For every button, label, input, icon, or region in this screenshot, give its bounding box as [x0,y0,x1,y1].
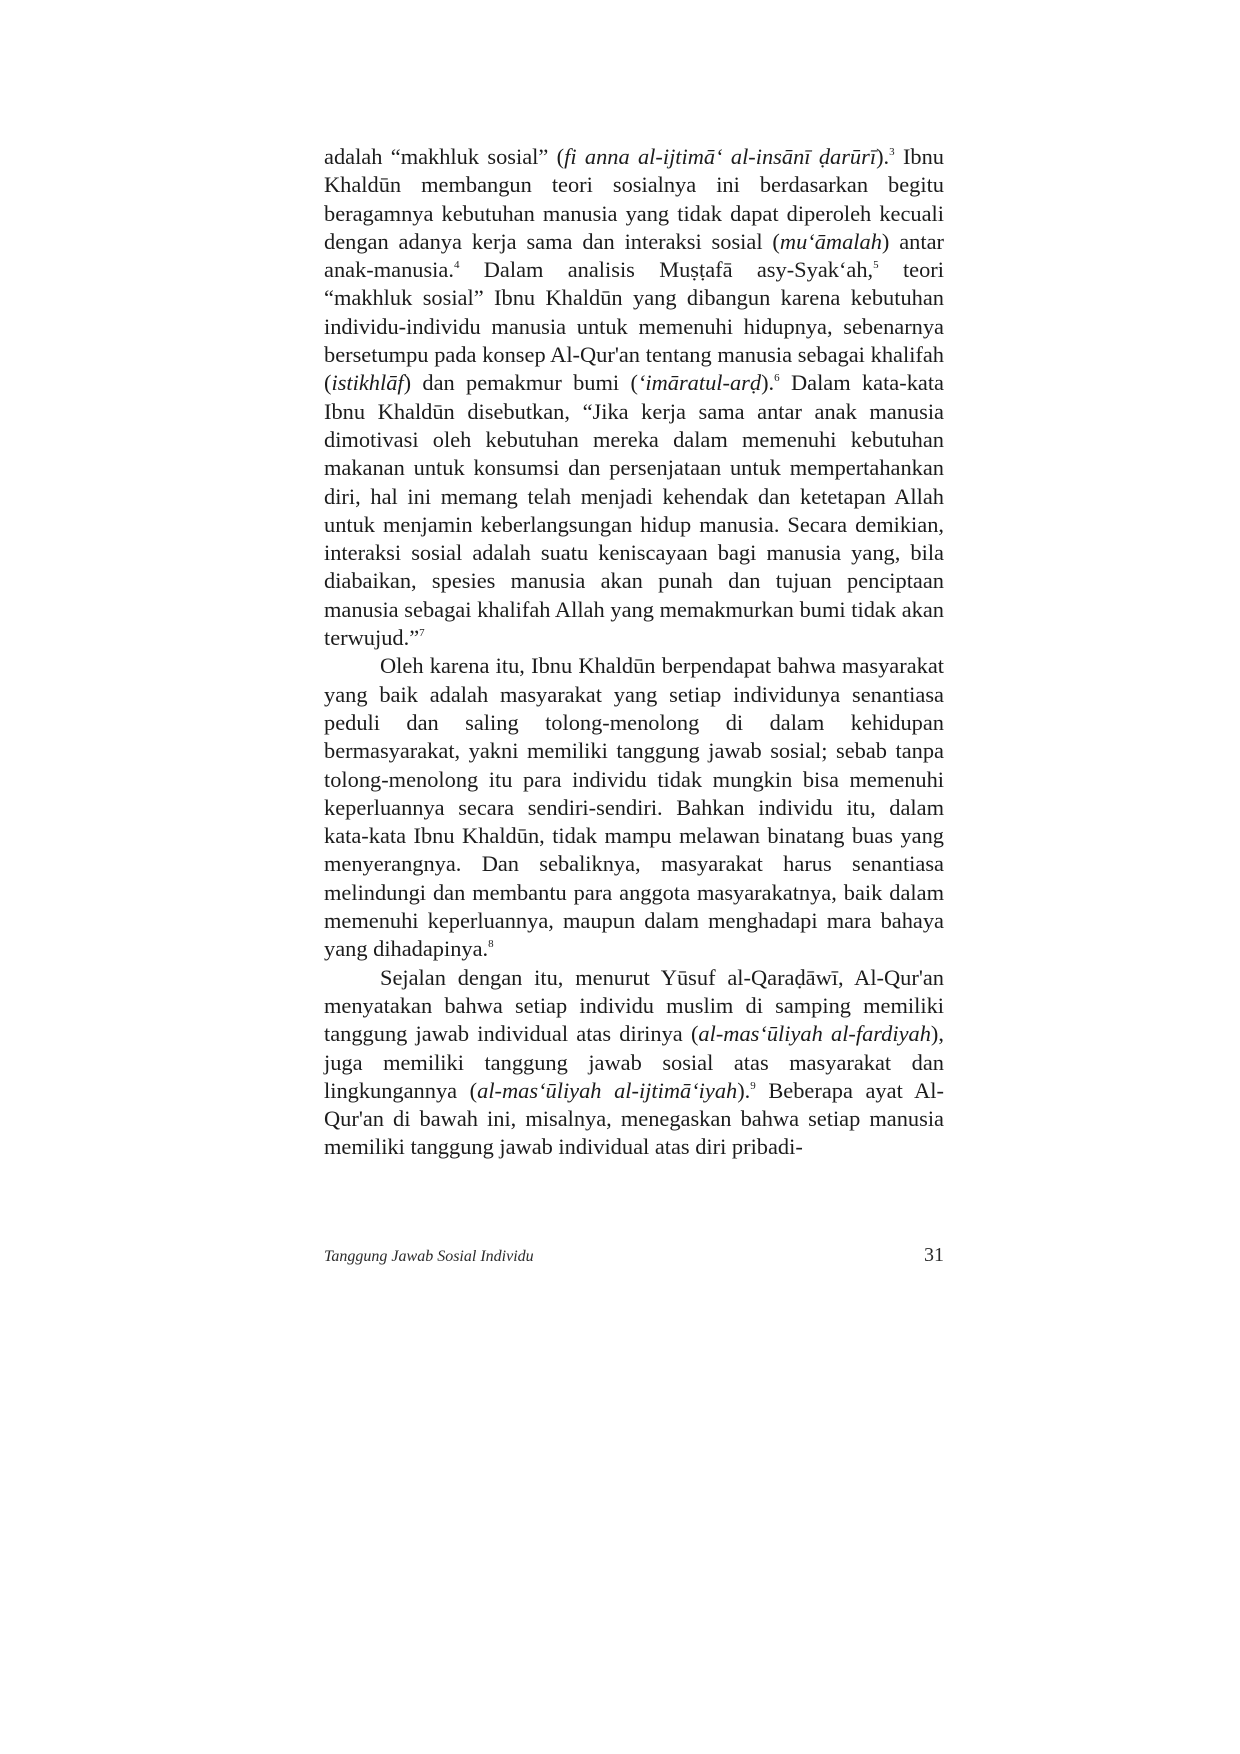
footnote-ref: 8 [488,938,494,951]
italic-term: mu‘āmalah [779,228,882,254]
text-segment: ). [761,370,775,396]
text-segment: Dalam analisis Muṣṭafā asy-Syak‘ah, [459,257,874,283]
text-segment: Sejalan dengan itu, menurut Yūsuf al-Qaraḍāwī, Al-Qur'an menyatakan bahwa setiap individu muslim di samping memiliki tanggung jawab individual atas dirinya ( [324,964,944,1047]
text-segment: ). [737,1077,751,1103]
paragraph [324,964,944,1162]
page-number: 31 [924,1244,944,1266]
footnote-ref: 4 [453,259,460,272]
footnote-ref: 3 [889,146,895,158]
italic-term: al-mas‘ūliyah al-fardiyah [698,1021,931,1047]
text-segment: adalah “makhluk sosial” ( [324,144,565,169]
text-segment: ) dan pemakmur bumi ( [403,370,638,396]
text-segment: ), juga memiliki tanggung jawab sosial atas masyarakat dan lingkungannya ( [324,1021,944,1103]
footnote-ref: 7 [419,627,425,640]
italic-term: ‘imāratul-arḍ [637,370,762,396]
text-segment: Oleh karena itu, Ibnu Khaldūn berpendapat bahwa masyarakat yang baik adalah masyarakat yang setiap individunya senantiasa peduli dan saling tolong-menolong di dalam kehidupan bermasyarakat, yakni memiliki tanggung jawab sosial; sebab tanpa tolong-menolong itu para individu tidak mungkin bisa memenuhi keperluannya secara sendiri-sendiri. Bahkan individu itu, dalam kata-kata Ibnu Khaldūn, tidak mampu melawan binatang buas yang menyerangnya. Dan sebaliknya, masyarakat harus senantiasa melindungi dan membantu para anggota masyarakatnya, baik dalam memenuhi keperluannya, maupun dalam menghadapi mara bahaya yang dihadapinya. [324,653,944,962]
italic-term: istikhlāf [331,370,404,396]
footnote-ref: 9 [750,1079,756,1092]
text-segment: Beberapa ayat Al-Qur'an di bawah ini, misalnya, menegaskan bahwa setiap manusia memiliki tanggung jawab individual atas diri pribadi- [324,1077,944,1160]
text-segment: ). [876,144,890,169]
running-title: Tanggung Jawab Sosial Individu [324,1248,534,1265]
italic-term: al-mas‘ūliyah al-ijtimā‘iyah [477,1077,738,1103]
footnote-ref: 5 [873,259,879,272]
paragraph [324,652,944,963]
body-text [324,143,944,1162]
text-segment: Dalam kata-kata Ibnu Khaldūn disebutkan, “Jika kerja sama antar anak manusia dimotivasi oleh kebutuhan mereka dalam memenuhi kebutuhan makanan untuk konsumsi dan persenjataan untuk mempertahankan diri, hal ini memang telah menjadi kehendak dan ketetapan Allah untuk menjamin keberlangsungan hidup manusia. Secara demikian, interaksi sosial adalah suatu keniscayaan bagi manusia yang, bila diabaikan, spesies manusia akan punah dan tujuan penciptaan manusia sebagai khalifah Allah yang memakmurkan bumi tidak akan terwujud.” [324,370,944,651]
text-segment: teori “makhluk sosial” Ibnu Khaldūn yang dibangun karena kebutuhan individu-individu manusia untuk memenuhi hidupnya, sebenarnya bersetumpu pada konsep Al-Qur'an tentang manusia sebagai khalifah ( [324,257,944,396]
text-segment: Ibnu Khaldūn membangun teori sosialnya ini berdasarkan begitu beragamnya kebutuhan manusia yang tidak dapat diperoleh kecuali dengan adanya kerja sama dan interaksi sosial ( [324,144,944,254]
paragraph [324,143,944,652]
italic-term: fi anna al-ijtimā‘ al-insānī ḍarūrī [564,144,877,169]
text-segment: ) antar anak-manusia. [324,228,944,283]
footnote-ref: 6 [774,372,780,385]
